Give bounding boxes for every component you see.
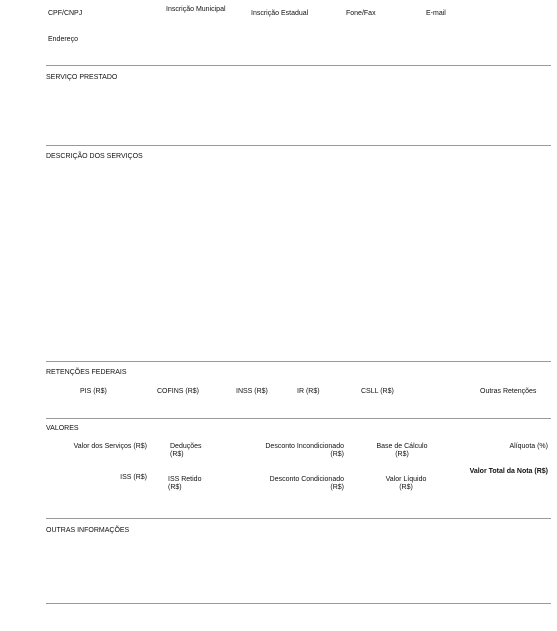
email-label: E-mail — [426, 10, 446, 17]
valor-total-label: Valor Total da Nota (R$) — [469, 468, 548, 475]
descricao-servicos-title: DESCRIÇÃO DOS SERVIÇOS — [46, 153, 143, 160]
valor-liquido-label: Valor Líquido (R$) — [385, 476, 427, 491]
pis-label: PIS (R$) — [80, 388, 107, 395]
outras-retencoes-label: Outras Retenções — [480, 388, 537, 395]
endereco-label: Endereço — [48, 36, 78, 43]
iss-label: ISS (R$) — [120, 474, 147, 481]
desconto-condicionado-label: Desconto Condicionado (R$) — [269, 476, 344, 491]
divider — [46, 603, 551, 604]
cofins-label: COFINS (R$) — [157, 388, 199, 395]
inscricao-municipal-label: Inscrição Municipal — [166, 6, 226, 13]
ir-label: IR (R$) — [297, 388, 320, 395]
divider — [46, 418, 551, 419]
iss-retido-label: ISS Retido (R$) — [168, 476, 202, 491]
divider — [46, 361, 551, 362]
deducoes-label: Deduções (R$) — [170, 443, 202, 458]
valor-servicos-label: Valor dos Serviços (R$) — [73, 443, 147, 450]
base-calculo-label: Base de Cálculo (R$) — [376, 443, 428, 458]
divider — [46, 65, 551, 66]
outras-informacoes-title: OUTRAS INFORMAÇÕES — [46, 527, 130, 534]
servico-prestado-title: SERVIÇO PRESTADO — [46, 74, 118, 81]
inss-label: INSS (R$) — [236, 388, 268, 395]
csll-label: CSLL (R$) — [361, 388, 394, 395]
desconto-incondicionado-label: Desconto Incondicionado (R$) — [265, 443, 344, 458]
inscricao-estadual-label: Inscrição Estadual — [251, 10, 309, 17]
aliquota-label: Alíquota (%) — [509, 443, 548, 450]
fone-fax-label: Fone/Fax — [346, 10, 376, 17]
divider — [46, 145, 551, 146]
cpf-cnpj-label: CPF/CNPJ — [48, 10, 83, 17]
retencoes-federais-title: RETENÇÕES FEDERAIS — [46, 369, 127, 376]
divider — [46, 518, 551, 519]
valores-title: VALORES — [46, 425, 79, 432]
